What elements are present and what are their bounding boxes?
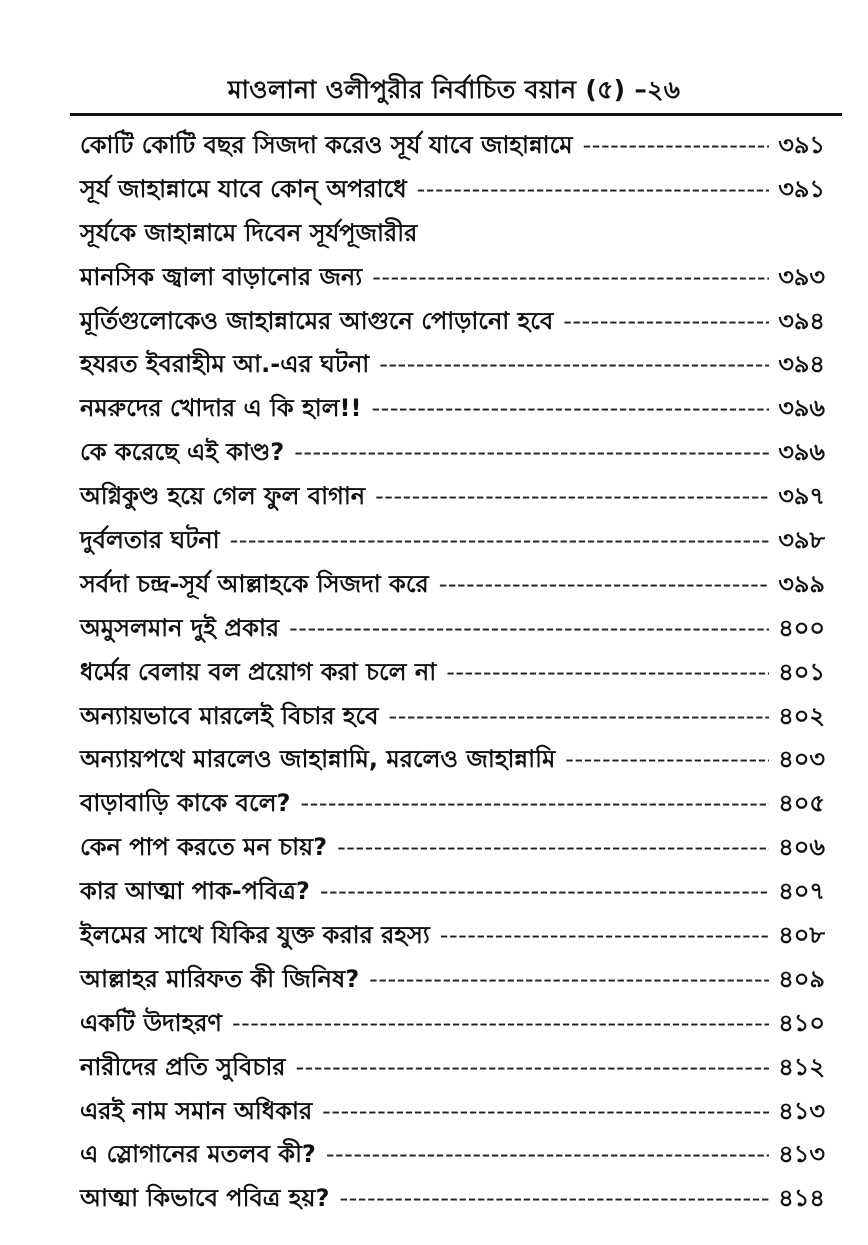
toc-entry-page: ৪১৩: [778, 1096, 825, 1125]
toc-entry: [80, 563, 825, 607]
toc-entry-page: ৪০৩: [778, 745, 825, 774]
dot-leader: [289, 607, 769, 651]
toc-entry-title: অগ্নিকুণ্ড হয়ে গেল ফুল বাগান: [80, 482, 366, 511]
toc-entry-title: এরই নাম সমান অধিকার: [80, 1096, 313, 1125]
table-of-contents: [80, 124, 825, 1221]
header-rule: [70, 113, 842, 116]
toc-entry-page: ৩৯৬: [778, 394, 825, 423]
toc-entry: [80, 738, 825, 782]
toc-entry-title: কার আত্মা পাক-পবিত্র?: [80, 877, 310, 906]
dot-leader: [583, 124, 769, 168]
toc-entry: [80, 782, 825, 826]
dot-leader: [294, 431, 769, 475]
toc-entry-title: সূর্যকে জাহান্নামে দিবেন সূর্যপূজারীর: [80, 218, 418, 247]
toc-entry-page: ৪০৯: [778, 964, 825, 993]
toc-entry-title: কেন পাপ করতে মন চায়?: [80, 833, 328, 862]
toc-entry: [80, 826, 825, 870]
toc-entry: [80, 870, 825, 914]
toc-entry-page: ৪০২: [778, 701, 825, 730]
toc-entry-title: নারীদের প্রতি সুবিচার: [80, 1052, 286, 1081]
toc-entry-title: অন্যায়ভাবে মারলেই বিচার হবে: [80, 701, 379, 730]
toc-entry-title: কোটি কোটি বছর সিজদা করেও সূর্য যাবে জাহান্নামে: [80, 131, 573, 159]
dot-leader: [369, 958, 769, 1002]
toc-entry-title: হযরত ইবরাহীম আ.-এর ঘটনা: [80, 350, 370, 379]
toc-entry-page: ৪১৪: [778, 1184, 825, 1213]
dot-leader: [563, 300, 769, 344]
dot-leader: [565, 738, 769, 782]
toc-entry-title: আত্মা কিভাবে পবিত্র হয়?: [80, 1184, 330, 1213]
toc-entry-title: আল্লাহর মারিফত কী জিনিষ?: [80, 964, 360, 993]
dot-leader: [417, 168, 769, 212]
dot-leader: [379, 343, 769, 387]
toc-entry-page: ৪০০: [778, 613, 825, 642]
toc-entry-title: সর্বদা চন্দ্র-সূর্য আল্লাহকে সিজদা করে: [80, 569, 429, 598]
toc-entry: [80, 124, 825, 168]
dot-leader: [296, 1046, 770, 1090]
toc-entry-page: ৩৯১: [778, 174, 825, 203]
toc-entry-page: ৩৯৭: [778, 482, 825, 511]
dot-leader: [372, 256, 769, 300]
dot-leader: [320, 870, 769, 914]
toc-entry: [80, 519, 825, 563]
toc-entry: [80, 343, 825, 387]
toc-entry-page: ৩৯৯: [778, 569, 825, 598]
toc-entry-title: অমুসলমান দুই প্রকার: [80, 613, 280, 642]
dot-leader: [339, 1177, 769, 1221]
toc-entry-page: ৩৯৪: [778, 306, 825, 335]
dot-leader: [389, 695, 769, 739]
toc-entry-page: ৪১২: [778, 1052, 825, 1081]
toc-entry-page: ৪১০: [778, 1008, 825, 1037]
dot-leader: [375, 475, 769, 519]
dot-leader: [371, 387, 769, 431]
toc-entry: [80, 914, 825, 958]
toc-entry-title: একটি উদাহরণ: [80, 1008, 222, 1037]
toc-entry-title: ধর্মের বেলায় বল প্রয়োগ করা চলে না: [80, 657, 437, 686]
dot-leader: [440, 914, 769, 958]
dot-leader: [326, 1133, 769, 1177]
toc-entry: [80, 651, 825, 695]
toc-entry-page: ৪০৭: [778, 877, 825, 906]
toc-entry: [80, 300, 825, 344]
toc-entry: [80, 1090, 825, 1134]
toc-entry-title: দুর্বলতার ঘটনা: [80, 526, 220, 555]
toc-entry-title: সূর্য জাহান্নামে যাবে কোন্ অপরাধে: [80, 174, 407, 203]
toc-entry: [80, 256, 825, 300]
toc-entry-title: নমরুদের খোদার এ কি হাল!!: [80, 394, 362, 423]
dot-leader: [232, 1002, 769, 1046]
toc-entry: [80, 958, 825, 1002]
toc-entry-page: ৩৯৬: [778, 438, 825, 467]
toc-entry-page: ৪০৫: [778, 789, 825, 818]
toc-entry-title: এ স্লোগানের মতলব কী?: [80, 1140, 316, 1169]
dot-leader: [322, 1090, 769, 1134]
toc-entry-page: ৪০৮: [778, 921, 825, 950]
toc-entry-title: বাড়াবাড়ি কাকে বলে?: [80, 789, 291, 818]
toc-entry: [80, 212, 825, 256]
toc-entry: [80, 475, 825, 519]
dot-leader: [439, 563, 769, 607]
toc-entry: [80, 1133, 825, 1177]
toc-entry-page: ৪১৩: [778, 1140, 825, 1169]
toc-entry-title: ইলমের সাথে যিকির যুক্ত করার রহস্য: [80, 921, 430, 950]
toc-entry: [80, 607, 825, 651]
toc-entry-title: কে করেছে এই কাণ্ড?: [80, 438, 285, 467]
toc-entry: [80, 695, 825, 739]
dot-leader: [300, 782, 769, 826]
toc-entry-title: মানসিক জ্বালা বাড়ানোর জন্য: [80, 262, 363, 291]
toc-entry-page: ৩৯৪: [778, 350, 825, 379]
toc-entry: [80, 1002, 825, 1046]
toc-entry-page: ৩৯১: [778, 131, 825, 159]
toc-entry: [80, 1177, 825, 1221]
toc-entry-page: ৩৯৩: [778, 262, 825, 291]
toc-entry: [80, 387, 825, 431]
toc-entry: [80, 168, 825, 212]
toc-entry-page: ৪০১: [778, 657, 825, 686]
toc-entry: [80, 431, 825, 475]
toc-entry-title: অন্যায়পথে মারলেও জাহান্নামি, মরলেও জাহান্নামি: [80, 745, 556, 774]
toc-entry-title: মূর্তিগুলোকেও জাহান্নামের আগুনে পোড়ানো হবে: [80, 306, 554, 335]
dot-leader: [337, 826, 769, 870]
toc-entry-page: ৩৯৮: [778, 526, 825, 555]
dot-leader: [446, 651, 769, 695]
toc-entry: [80, 1046, 825, 1090]
running-head: মাওলানা ওলীপুরীর নির্বাচিত বয়ান (৫) –২৬: [227, 75, 681, 104]
toc-entry-page: ৪০৬: [778, 833, 825, 862]
dot-leader: [230, 519, 769, 563]
